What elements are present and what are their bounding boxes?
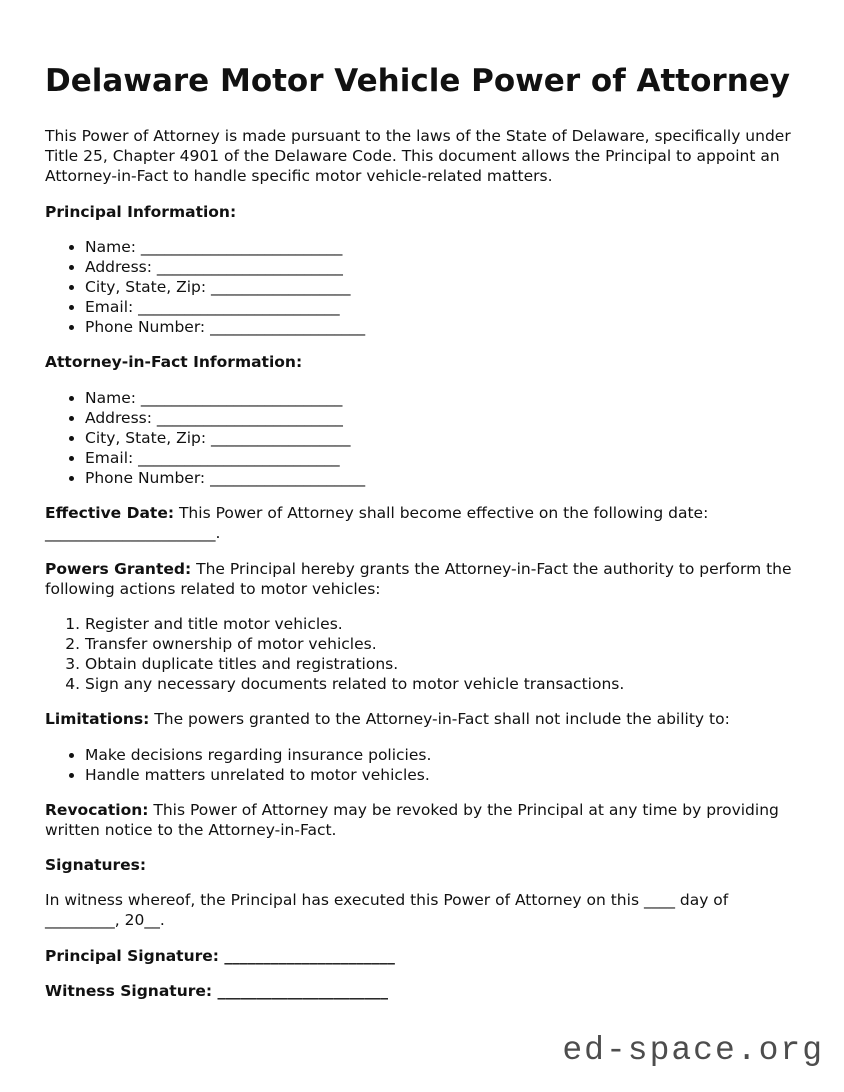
limitations-list bbox=[45, 745, 799, 785]
limitations-text: The powers granted to the Attorney-in-Fact shall not include the ability to: bbox=[154, 710, 730, 729]
witness-signature-label: Witness Signature: bbox=[45, 981, 213, 1000]
attorney-info-heading: Attorney-in-Fact Information: bbox=[45, 353, 303, 372]
attorney-field-address: • Address: ________________________ bbox=[85, 408, 799, 428]
attorney-field-email: • Email: __________________________ bbox=[85, 448, 799, 468]
principal-field-name: • Name: __________________________ bbox=[85, 237, 799, 257]
limitations-paragraph bbox=[45, 709, 799, 729]
revocation-label: Revocation: bbox=[45, 800, 149, 819]
attorney-field-phone: • Phone Number: ____________________ bbox=[85, 468, 799, 488]
signatures-heading: Signatures: bbox=[45, 856, 147, 875]
principal-signature-line bbox=[45, 946, 799, 966]
limitations-label: Limitations: bbox=[45, 710, 150, 729]
revocation-paragraph bbox=[45, 800, 799, 840]
powers-item-transfer: 2. Transfer ownership of motor vehicles. bbox=[85, 634, 799, 654]
powers-item-duplicates: 3. Obtain duplicate titles and registrations. bbox=[85, 654, 799, 674]
intro-paragraph: This Power of Attorney is made pursuant to the laws of the State of Delaware, specifically under Title 25, Chapter 4901 of the Delaware Code. This document allows the Principal to appoint an Attorney-in-Fact to handle specific motor vehicle-related matters. bbox=[45, 127, 791, 186]
principal-signature-blank: ______________________ bbox=[224, 946, 395, 965]
effective-date-text: This Power of Attorney shall become effective on the following date: ______________________. bbox=[45, 504, 709, 543]
revocation-text: This Power of Attorney may be revoked by the Principal at any time by providing written notice to the Attorney-in-Fact. bbox=[45, 800, 779, 839]
powers-granted-paragraph bbox=[45, 559, 799, 599]
principal-field-city-state-zip: • City, State, Zip: __________________ bbox=[85, 277, 799, 297]
witness-signature-line bbox=[45, 981, 799, 1001]
watermark: ed-space.org bbox=[562, 1032, 824, 1069]
principal-field-address: • Address: ________________________ bbox=[85, 257, 799, 277]
witness-signature-blank: ______________________ bbox=[217, 981, 388, 1000]
principal-info-heading: Principal Information: bbox=[45, 202, 237, 221]
powers-granted-label: Powers Granted: bbox=[45, 559, 192, 578]
powers-granted-list bbox=[45, 614, 799, 695]
principal-field-phone: • Phone Number: ____________________ bbox=[85, 317, 799, 337]
principal-field-email: • Email: __________________________ bbox=[85, 297, 799, 317]
limitations-item-unrelated: • Handle matters unrelated to motor vehicles. bbox=[85, 765, 799, 785]
effective-date-label: Effective Date: bbox=[45, 504, 175, 523]
effective-date-paragraph bbox=[45, 503, 799, 543]
witness-clause: In witness whereof, the Principal has executed this Power of Attorney on this ____ day of _________, 20__. bbox=[45, 891, 729, 930]
attorney-info-list bbox=[45, 388, 799, 489]
principal-signature-label: Principal Signature: bbox=[45, 946, 219, 965]
document-title: Delaware Motor Vehicle Power of Attorney bbox=[45, 63, 790, 99]
attorney-field-name: • Name: __________________________ bbox=[85, 388, 799, 408]
principal-info-list bbox=[45, 237, 799, 338]
limitations-item-insurance: • Make decisions regarding insurance policies. bbox=[85, 745, 799, 765]
powers-item-register: 1. Register and title motor vehicles. bbox=[85, 614, 799, 634]
attorney-field-city-state-zip: • City, State, Zip: __________________ bbox=[85, 428, 799, 448]
powers-granted-text: The Principal hereby grants the Attorney-in-Fact the authority to perform the following actions related to motor vehicles: bbox=[45, 559, 792, 598]
powers-item-sign-documents: 4. Sign any necessary documents related to motor vehicle transactions. bbox=[85, 674, 799, 694]
